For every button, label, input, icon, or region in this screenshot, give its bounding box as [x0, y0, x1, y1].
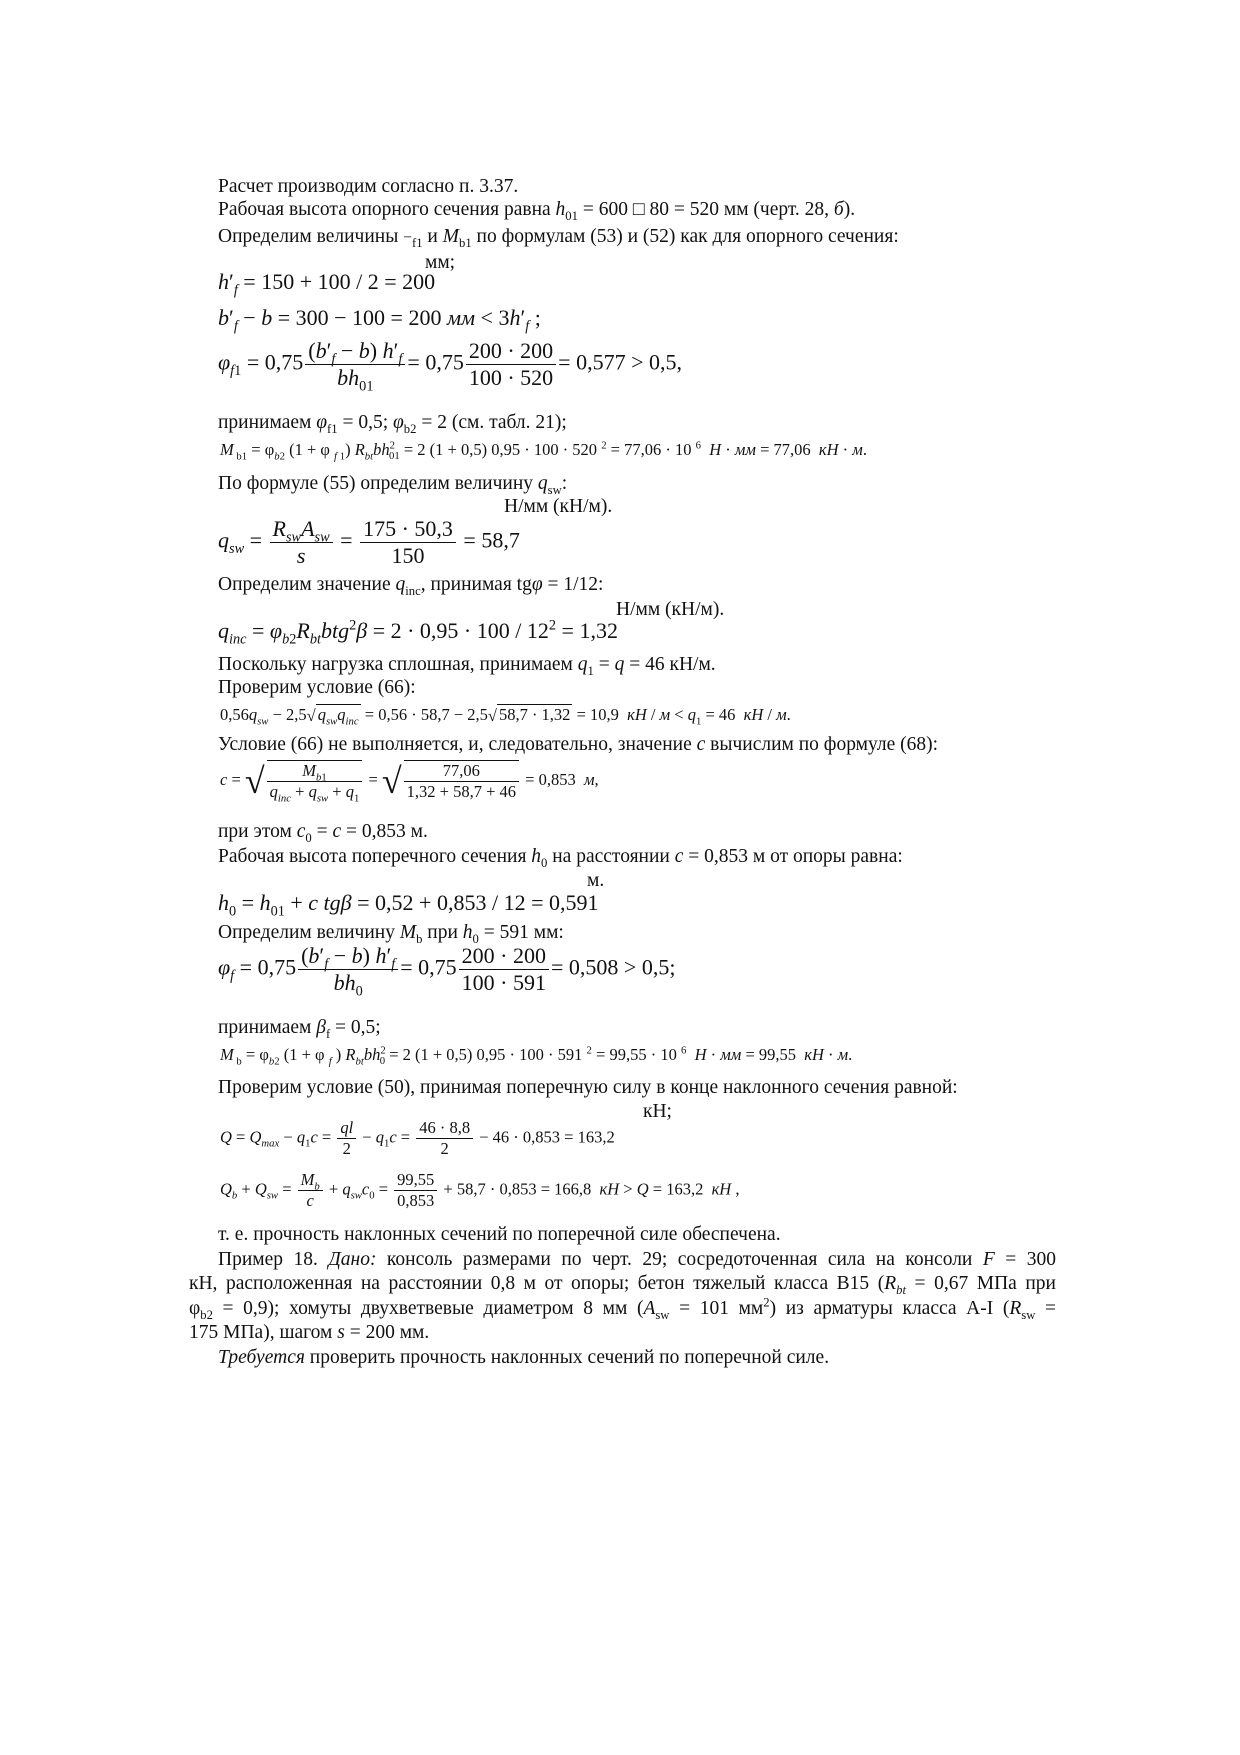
text-line: Проверим условие (66):: [218, 677, 416, 698]
formula-qsw: $q_{sw}$ = $\frac{R_{sw}A_{sw}}{s}$ = $\frac{175 \cdot 50,3}{150}$ = 58,7: [218, 516, 520, 568]
text-line: Условие (66) не выполняется, и, следовательно, значение c вычислим по формуле (68):: [218, 734, 939, 755]
formula-hf: $h'_f = 150 + 100 / 2 = 200$: [218, 269, 436, 299]
unit-label: мм;: [425, 252, 456, 273]
example-paragraph-line: кН, расположенная на расстоянии 0,8 м от опоры; бетон тяжелый класса В15 ($R_{bt} = 0,67$ МПа при: [189, 1273, 1056, 1297]
formula-mb1: M $_{b1} = \varphi_{b2}$ (1 + φ $_{f 1}$) $R_{bt}bh^2_{01} = 2$ (1 + 0,5) 0,95 · 100 · 520 $^2$ = 77,06 · 10 $^6$ Н · мм = 77,06 кН · м.: [220, 439, 867, 463]
formula-bf: $b'_f - b = 300 - 100 = 200$ мм < $3h'_f$ ;: [218, 305, 541, 335]
formula-qb-qsw: $Q_b + Q_{sw}$ = $\frac{M_b}{c}$ + $q_{sw}c_0$ = $\frac{99,55}{0,853}$ + 58,7 · 0,853 = 166,8 кН > Q = 163,2 кН ,: [220, 1170, 740, 1210]
formula-c: c = √ $\frac{M_{b1}}{q_{inc} + q_{sw} + q_1}$ = √ $\frac{77,06}{1,32 + 58,7 + 46}$ = 0,853 м,: [220, 761, 599, 805]
unit-label: Н/мм (кН/м).: [616, 599, 725, 620]
formula-q: $Q = Q_{max} - q_1c$ = $\frac{ql}{2}$ − $q_1c$ = $\frac{46 \cdot 8,8}{2}$ − 46 · 0,853 = 163,2: [220, 1118, 615, 1158]
text-line: Определим величину $M_b$ при $h_0 = 591$ мм:: [218, 922, 564, 946]
formula-mb: M $_b = \varphi_{b2}$ (1 + φ $_f$ ) $R_{bt}bh^2_0 = 2$ (1 + 0,5) 0,95 · 100 · 591 $^2$ = 99,55 · 10 $^6$ Н · мм = 99,55 кН · м.: [220, 1044, 853, 1068]
text-line: Рабочая высота поперечного сечения $h_0$ на расстоянии c = 0,853 м от опоры равна:: [218, 846, 903, 870]
text-line: Проверим условие (50), принимая поперечную силу в конце наклонного сечения равной:: [218, 1077, 958, 1098]
text-line: принимаем $\beta_f = 0,5$;: [218, 1017, 381, 1041]
formula-phi-f: $\varphi_f = 0,75$ $\frac{(b'_f - b) h'_f}{bh_0}$ = 0,75 $\frac{200 \cdot 200}{100 \cdot 591}$ = 0,508 > 0,5;: [218, 943, 676, 1000]
text-line: при этом $c_0 = c = 0,853$ м.: [218, 821, 428, 845]
example-paragraph-line: 175 МПа), шагом s = 200 мм.: [189, 1322, 430, 1343]
example-paragraph-line: $\varphi_{b2} = 0,9$); хомуты двухветвевые диаметром 8 мм ($A_{sw} = 101$ $мм^2$) из арматуры класса A-I ($R_{sw}$ =: [189, 1295, 1056, 1322]
text-line: принимаем $\varphi_{f1} = 0,5$; $\varphi_{b2} = 2$ (см. табл. 21);: [218, 412, 567, 436]
example-paragraph-line: Пример 18. Дано: консоль размерами по черт. 29; сосредоточенная сила на консоли F = 300: [218, 1249, 1056, 1270]
text-line: Рабочая высота опорного сечения равна $h_{01} = 600$ □ 80 = 520 мм (черт. 28, б).: [218, 199, 856, 223]
formula-phi-f1: $\varphi_{f1} = 0,75$ $\frac{(b'_f - b) h'_f}{bh_{01}}$ = 0,75 $\frac{200 \cdot 200}{100 \cdot 520}$ = 0,577 > 0,5,: [218, 338, 682, 395]
text-line: По формуле (55) определим величину $q_{sw}$:: [218, 473, 568, 497]
text-line: Определим значение $q_{inc}$, принимая tgφ = 1/12:: [218, 574, 604, 598]
unit-label: кН;: [643, 1101, 672, 1122]
text-line: Определим величины $-_{f1}$ и $M_{b1}$ по формулам (53) и (52) как для опорного сечения:: [218, 226, 899, 250]
example-paragraph-line: Требуется проверить прочность наклонных сечений по поперечной силе.: [218, 1347, 830, 1368]
unit-label: Н/мм (кН/м).: [504, 496, 613, 517]
unit-label: м.: [587, 870, 605, 891]
text-line: т. е. прочность наклонных сечений по поперечной силе обеспечена.: [218, 1224, 781, 1245]
text-line: Поскольку нагрузка сплошная, принимаем $q_1 = q = 46$ кН/м.: [218, 654, 716, 678]
formula-h0: $h_0 = h_{01} + c$ tgβ = 0,52 + 0,853 / 12 = 0,591: [218, 890, 599, 920]
text-line: Расчет производим согласно п. 3.37.: [218, 176, 519, 197]
formula-qinc: $q_{inc} = \varphi_{b2}R_{bt}btg^2\beta = 2 \cdot 0,95 \cdot 100 / 12^2 = 1,32$: [218, 617, 618, 648]
formula-condition-66: $0,56q_{sw} - 2,5√$ $q_{sw}q_{inc} = 0,56 \cdot 58,7 - 2,5√$ 58,7 · 1,32 = 10,9 кН / $м < q_1 = 46$ кН / м.: [220, 705, 791, 728]
